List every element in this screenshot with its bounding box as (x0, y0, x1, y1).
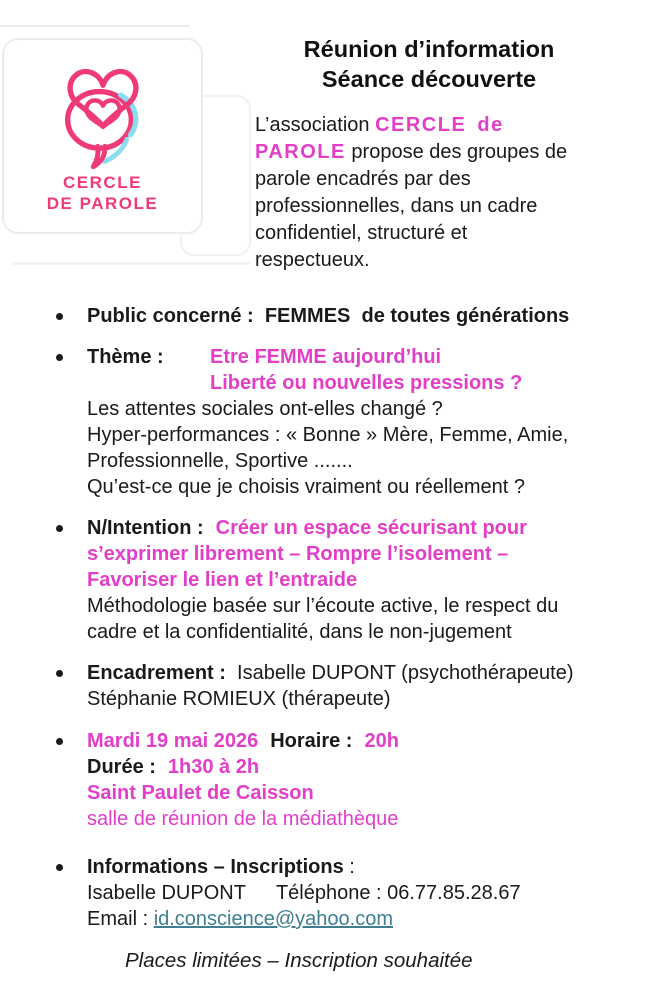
theme-highlight-line1: Etre FEMME aujourd’hui (210, 346, 442, 368)
list-item-public (87, 303, 614, 329)
public-text: Public concerné : FEMMES de toutes générations (87, 305, 570, 327)
encadrement-value2: Stéphanie ROMIEUX (thérapeute) (87, 688, 391, 710)
bottom-divider (12, 262, 250, 265)
top-divider (0, 25, 190, 27)
theme-body-line2: Hyper-performances : « Bonne » Mère, Femme, Amie, (87, 424, 569, 446)
intro-line5: confidentiel, structuré et (255, 222, 468, 244)
intention-label: N/Intention : (87, 517, 204, 539)
main-content (0, 303, 650, 974)
heart-speech-bubble-icon (50, 50, 156, 172)
schedule-duration-label: Durée : (87, 756, 156, 778)
logo-wordmark (47, 172, 158, 214)
schedule-line1 (87, 728, 614, 754)
schedule-venue: salle de réunion de la médiathèque (87, 808, 399, 830)
intention-highlight-line1: Créer un espace sécurisant pour (215, 517, 527, 539)
intention-body-line1: Méthodologie basée sur l’écoute active, le respect du (87, 595, 559, 617)
page-title (253, 34, 605, 94)
intention-highlight-line3: Favoriser le lien et l’entraide (87, 569, 358, 591)
schedule-time-label: Horaire : (270, 730, 353, 752)
schedule-date: Mardi 19 mai 2026 (87, 730, 259, 752)
theme-body-line4: Qu’est-ce que je choisis vraiment ou réellement ? (87, 476, 525, 498)
infos-phone: Téléphone : 06.77.85.28.67 (275, 882, 521, 904)
intro-line6: respectueux. (255, 249, 370, 271)
intro-paragraph (255, 112, 625, 274)
theme-highlight (210, 344, 522, 396)
intention-highlight-line2: s’exprimer librement – Rompre l’isolement – (87, 543, 509, 565)
theme-body-line1: Les attentes sociales ont-elles changé ? (87, 398, 443, 420)
schedule-duration: 1h30 à 2h (167, 756, 260, 778)
encadrement-value1: Isabelle DUPONT (psychothérapeute) (225, 662, 574, 684)
intro-line2 (255, 139, 625, 166)
logo-wordmark-line1: CERCLE (63, 173, 142, 192)
infos-label: Informations – Inscriptions (87, 856, 344, 878)
infos-email-label: Email : (87, 908, 154, 930)
list-item-theme (87, 344, 614, 500)
schedule-line2 (87, 754, 614, 780)
logo-card (2, 38, 203, 234)
intro-line1 (255, 112, 625, 139)
infos-line1 (87, 854, 614, 880)
theme-body-line3: Professionnelle, Sportive ....... (87, 450, 353, 472)
info-list (0, 303, 650, 932)
footer-note: Places limitées – Inscription souhaitée (125, 949, 473, 972)
intro-line4: professionnelles, dans un cadre (255, 195, 538, 217)
encadrement-line1 (87, 660, 614, 686)
theme-highlight-line2: Liberté ou nouvelles pressions ? (210, 372, 523, 394)
intention-body-line2: cadre et la confidentialité, dans le non-jugement (87, 621, 512, 643)
theme-label: Thème : (87, 346, 164, 368)
list-item-intention (87, 515, 614, 645)
infos-colon: : (343, 856, 355, 878)
page-title-line2: Séance découverte (321, 66, 537, 92)
list-item-encadrement (87, 660, 614, 712)
infos-contact-name: Isabelle DUPONT (87, 882, 246, 904)
intro-line2-text: propose des groupes de (345, 141, 568, 163)
intention-line1 (87, 515, 614, 541)
list-item-schedule (87, 728, 614, 832)
encadrement-label: Encadrement : (87, 662, 226, 684)
association-name-part2: PAROLE (255, 141, 346, 163)
logo-wordmark-line2: DE PAROLE (46, 194, 159, 213)
theme-row (87, 344, 614, 396)
infos-line3 (87, 906, 614, 932)
association-name-part1: CERCLE de (375, 114, 504, 136)
schedule-time: 20h (364, 730, 399, 752)
intro-line3: parole encadrés par des (255, 168, 471, 190)
page-title-line1: Réunion d’information (303, 36, 555, 62)
schedule-place: Saint Paulet de Caisson (87, 782, 314, 804)
email-link[interactable]: id.conscience@yahoo.com (153, 908, 394, 930)
intro-line1-text: L’association (255, 114, 376, 136)
list-item-informations (87, 854, 614, 932)
infos-line2 (87, 880, 614, 906)
